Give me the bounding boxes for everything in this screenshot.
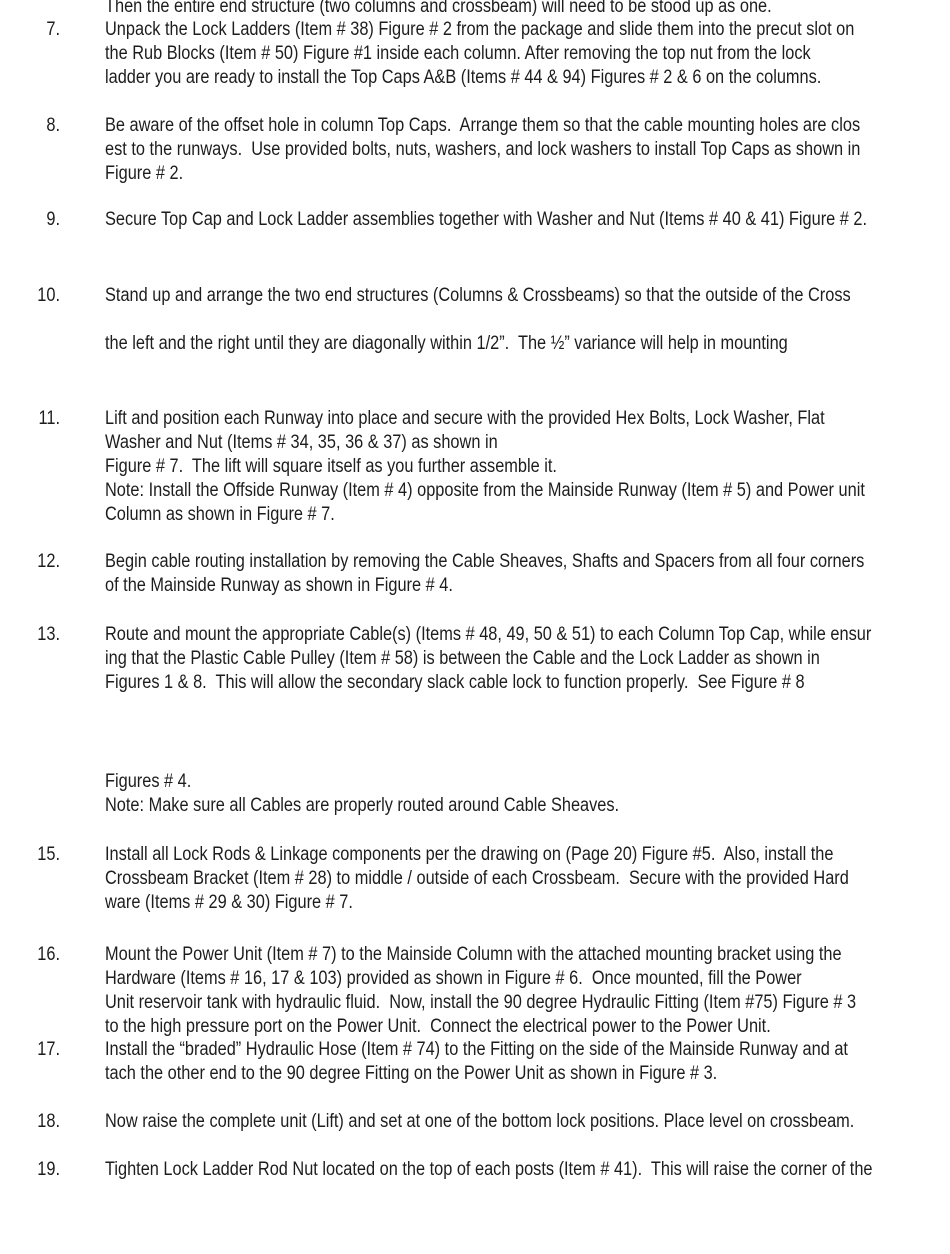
step-text-line: Unit reservoir tank with hydraulic fluid. Now, install the 90 degree Hydraulic Fitting (Item #75) Figure # 3 bbox=[105, 992, 857, 1013]
step-number: 18. bbox=[37, 1111, 60, 1132]
step-text-line: ing that the Plastic Cable Pulley (Item # 58) is between the Cable and the Lock Ladder as shown in bbox=[105, 648, 820, 669]
step-text-line: Note: Install the Offside Runway (Item # 4) opposite from the Mainside Runway (Item # 5) and Power unit bbox=[105, 480, 865, 501]
step-number: 15. bbox=[37, 844, 60, 865]
step-number: 17. bbox=[37, 1039, 60, 1060]
step-text-line: Now raise the complete unit (Lift) and set at one of the bottom lock positions. Place level on crossbeam. bbox=[105, 1111, 855, 1132]
step-text-line: the Rub Blocks (Item # 50) Figure #1 inside each column. After removing the top nut from the lock bbox=[105, 43, 811, 64]
step-text-line: to the high pressure port on the Power Unit. Connect the electrical power to the Power Unit. bbox=[105, 1016, 771, 1037]
step-text-line: Route and mount the appropriate Cable(s) (Items # 48, 49, 50 & 51) to each Column Top Cap, while ensur bbox=[105, 624, 872, 645]
step-text-line: Figure # 2. bbox=[105, 163, 184, 184]
step-text-line: Install all Lock Rods & Linkage components per the drawing on (Page 20) Figure #5. Also, install the bbox=[105, 844, 834, 865]
step-number: 7. bbox=[46, 19, 60, 40]
step-number: 19. bbox=[37, 1159, 60, 1180]
step-text-line: ladder you are ready to install the Top Caps A&B (Items # 44 & 94) Figures # 2 & 6 on the columns. bbox=[105, 67, 822, 88]
step-text-line: Column as shown in Figure # 7. bbox=[105, 504, 335, 525]
step-number: 11. bbox=[38, 408, 60, 429]
step-text-line: Note: Make sure all Cables are properly routed around Cable Sheaves. bbox=[105, 795, 620, 816]
step-text-line: est to the runways. Use provided bolts, nuts, washers, and lock washers to install Top Caps as shown in bbox=[105, 139, 861, 160]
step-text-line: Crossbeam Bracket (Item # 28) to middle / outside of each Crossbeam. Secure with the provided Hard bbox=[105, 868, 849, 889]
step-text-line-blank bbox=[105, 308, 950, 332]
step-text-line: Be aware of the offset hole in column Top Caps. Arrange them so that the cable mounting holes are clos bbox=[105, 115, 861, 136]
step-text-line: Then the entire end structure (two columns and crossbeam) will need to be stood up as one. bbox=[105, 0, 772, 17]
step-text-line: the left and the right until they are diagonally within 1/2”. The ½” variance will help in mounting bbox=[105, 333, 788, 354]
step-text-line: Mount the Power Unit (Item # 7) to the Mainside Column with the attached mounting bracket using the bbox=[105, 944, 842, 965]
step-text-line: Lift and position each Runway into place and secure with the provided Hex Bolts, Lock Washer, Flat bbox=[105, 408, 825, 429]
step-text-line: Begin cable routing installation by removing the Cable Sheaves, Shafts and Spacers from all four corners bbox=[105, 551, 865, 572]
step-text-line: Figures # 4. bbox=[105, 771, 192, 792]
step-number: 13. bbox=[37, 624, 60, 645]
step-number: 10. bbox=[37, 285, 60, 306]
step-text-line: tach the other end to the 90 degree Fitting on the Power Unit as shown in Figure # 3. bbox=[105, 1063, 718, 1084]
step-text-line: ware (Items # 29 & 30) Figure # 7. bbox=[105, 892, 353, 913]
step-number: 9. bbox=[46, 209, 60, 230]
step-text-line: Washer and Nut (Items # 34, 35, 36 & 37) as shown in bbox=[105, 432, 498, 453]
step-text-line: Stand up and arrange the two end structures (Columns & Crossbeams) so that the outside of the Cross bbox=[105, 285, 851, 306]
step-text-line: Figures 1 & 8. This will allow the secondary slack cable lock to function properly. See Figure # 8 bbox=[105, 672, 805, 693]
step-text-line: Figure # 7. The lift will square itself as you further assemble it. bbox=[105, 456, 557, 477]
step-number: 8. bbox=[46, 115, 60, 136]
step-number: 12. bbox=[37, 551, 60, 572]
step-text-line: of the Mainside Runway as shown in Figure # 4. bbox=[105, 575, 453, 596]
step-number: 16. bbox=[37, 944, 60, 965]
step-text-line: Secure Top Cap and Lock Ladder assemblies together with Washer and Nut (Items # 40 & 41) Figure # 2. bbox=[105, 209, 868, 230]
step-text-line: Tighten Lock Ladder Rod Nut located on the top of each posts (Item # 41). This will raise the corner of the bbox=[105, 1159, 873, 1180]
step-text-line: Unpack the Lock Ladders (Item # 38) Figure # 2 from the package and slide them into the precut slot on bbox=[105, 19, 855, 40]
step-text-line: Install the “braded” Hydraulic Hose (Item # 74) to the Fitting on the side of the Mainside Runway and at bbox=[105, 1039, 848, 1060]
step-text-line: Hardware (Items # 16, 17 & 103) provided as shown in Figure # 6. Once mounted, fill the Power bbox=[105, 968, 802, 989]
